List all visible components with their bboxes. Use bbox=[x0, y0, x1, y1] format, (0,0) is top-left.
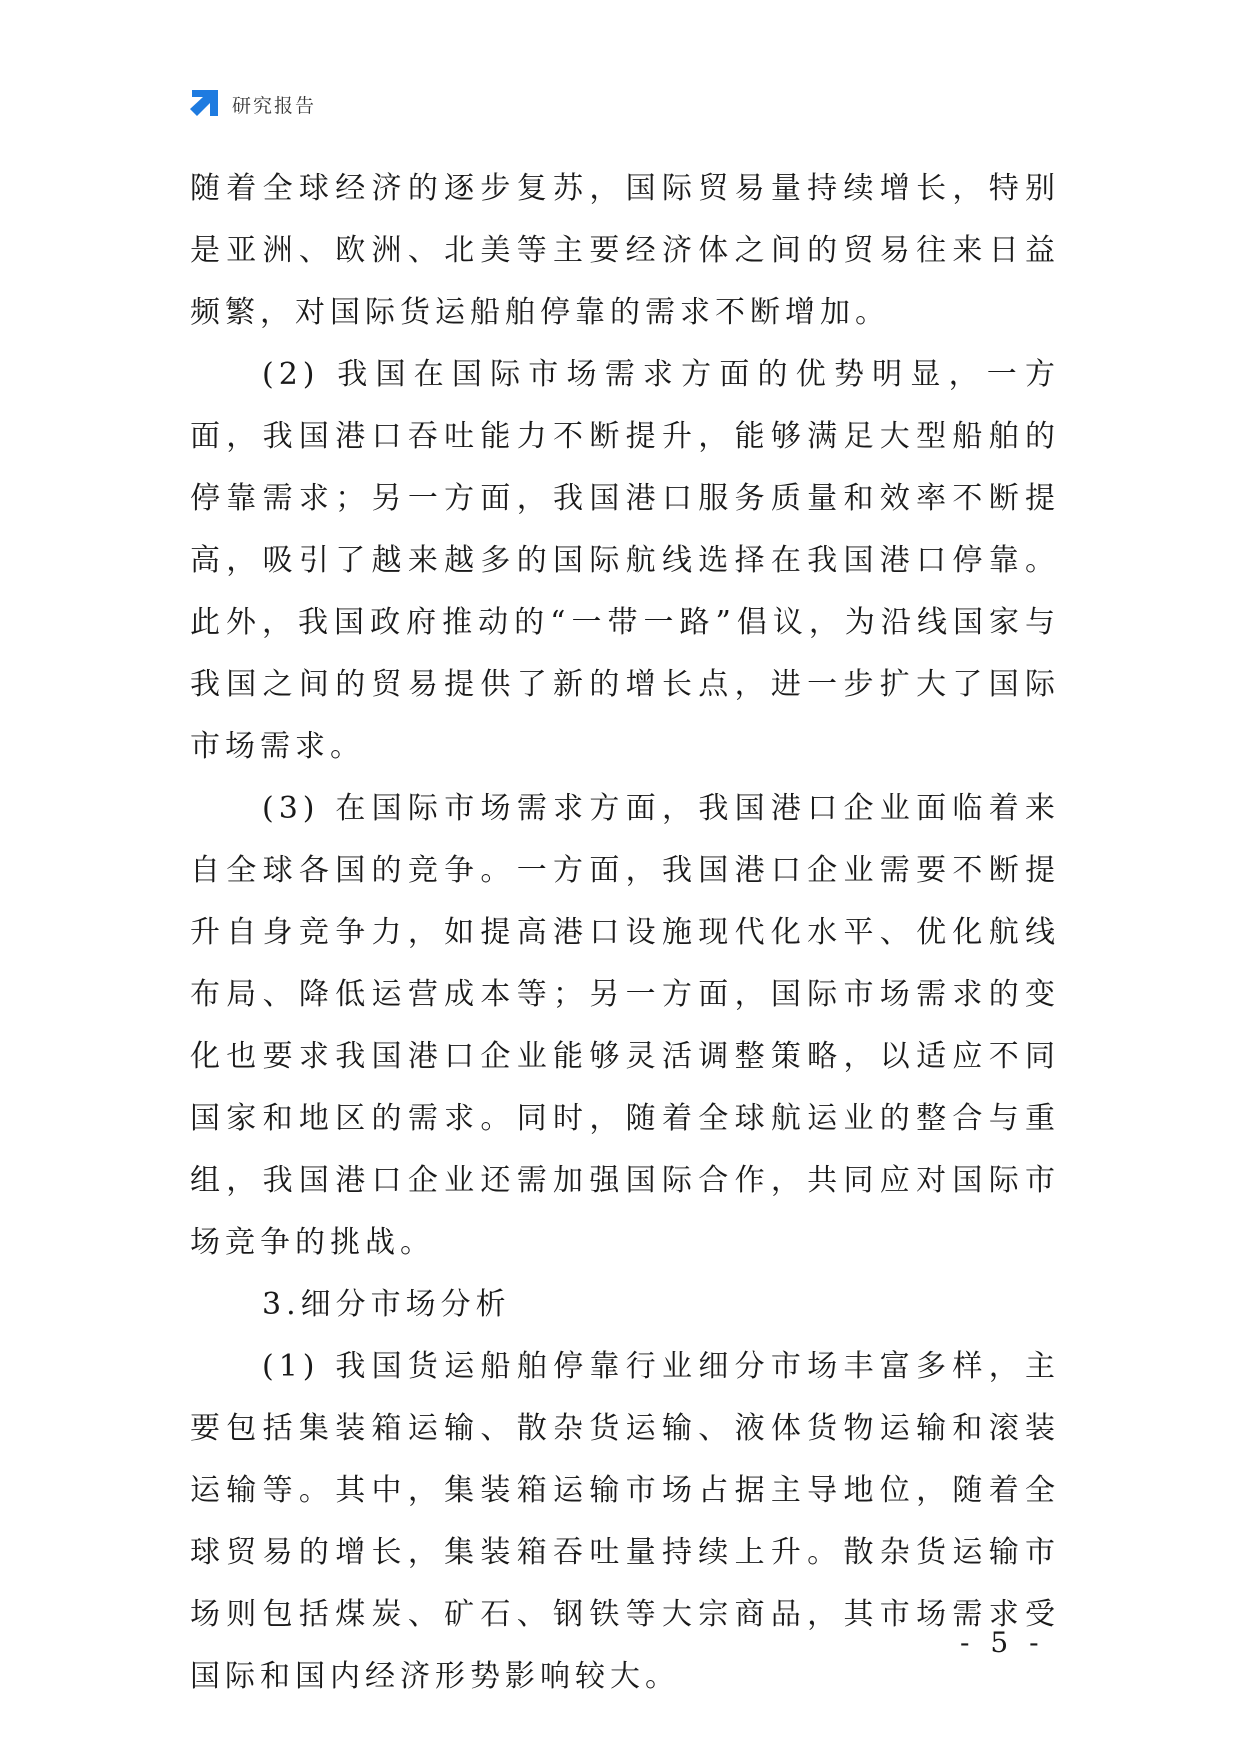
page-header bbox=[188, 88, 316, 120]
report-label: 研究报告 bbox=[232, 94, 317, 117]
paragraph-continuation: 随着全球经济的逐步复苏，国际贸易量持续增长，特别是亚洲、欧洲、北美等主要经济体之间的贸易往来日益频繁，对国际货运船舶停靠的需求不断增加。 bbox=[190, 171, 1060, 330]
paragraph-3: (3) 在国际市场需求方面，我国港口企业面临着来自全球各国的竞争。一方面，我国港口企业需要不断提升自身竞争力，如提高港口设施现代化水平、优化航线布局、降低运营成本等；另一方面，国际市场需求的变化也要求我国港口企业能够灵活调整策略，以适应不同国家和地区的需求。同时，随着全球航运业的整合与重组，我国港口企业还需加强国际合作，共同应对国际市场竞争的挑战。 bbox=[190, 791, 1060, 1260]
arrow-up-right-logo-icon bbox=[188, 88, 220, 120]
paragraph-segment-1: (1) 我国货运船舶停靠行业细分市场丰富多样，主要包括集装箱运输、散杂货运输、液体货物运输和滚装运输等。其中，集装箱运输市场占据主导地位，随着全球贸易的增长，集装箱吞吐量持续上升。散杂货运输市场则包括煤炭、矿石、钢铁等大宗商品，其市场需求受国际和国内经济形势影响较大。 bbox=[190, 1349, 1060, 1694]
document-body bbox=[190, 158, 1060, 1708]
paragraph-2: (2) 我国在国际市场需求方面的优势明显，一方面，我国港口吞吐能力不断提升，能够满足大型船舶的停靠需求；另一方面，我国港口服务质量和效率不断提高，吸引了越来越多的国际航线选择在我国港口停靠。此外，我国政府推动的“一带一路”倡议，为沿线国家与我国之间的贸易提供了新的增长点，进一步扩大了国际市场需求。 bbox=[190, 357, 1060, 764]
page-number: - 5 - bbox=[960, 1626, 1045, 1659]
section-heading: 3.细分市场分析 bbox=[262, 1287, 511, 1322]
